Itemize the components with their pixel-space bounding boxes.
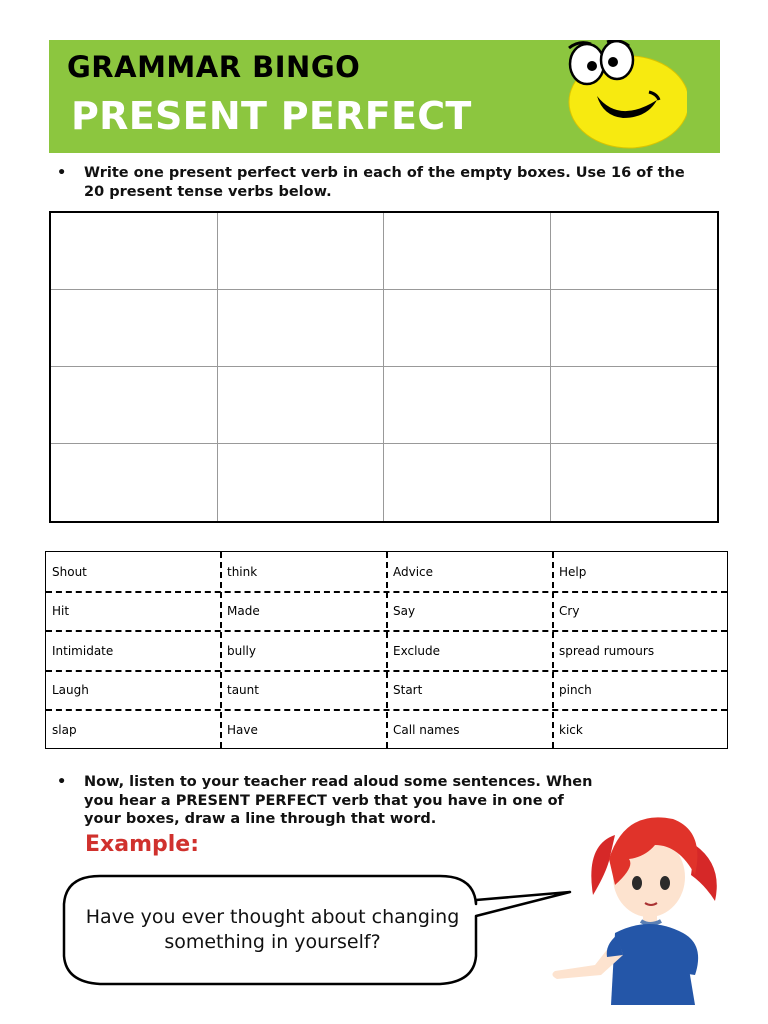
- instruction-text: Now, listen to your teacher read aloud some sentences. When you hear a PRESENT PERFECT verb that you have in one of your boxes, draw a line through that word.: [84, 774, 593, 827]
- word-cell: Hit: [52, 604, 70, 619]
- bingo-box[interactable]: [551, 213, 718, 290]
- bullet: •: [57, 774, 67, 790]
- word-cell: Laugh: [52, 683, 89, 698]
- bingo-box[interactable]: [51, 367, 218, 444]
- word-cell: Say: [393, 604, 416, 619]
- dashed-divider: [386, 552, 388, 748]
- word-cell: Start: [393, 683, 423, 698]
- verb-word-table: [45, 551, 728, 749]
- smiley-face-icon: [557, 40, 687, 153]
- bingo-box[interactable]: [51, 444, 218, 521]
- bingo-box[interactable]: [551, 367, 718, 444]
- bingo-box[interactable]: [384, 213, 551, 290]
- example-sentence: Have you ever thought about changing something in yourself?: [85, 906, 460, 953]
- header-banner: [49, 40, 720, 153]
- bingo-box[interactable]: [384, 290, 551, 367]
- bingo-box[interactable]: [51, 213, 218, 290]
- bingo-box[interactable]: [218, 290, 385, 367]
- word-cell: kick: [559, 722, 583, 737]
- bingo-box[interactable]: [551, 444, 718, 521]
- word-cell: Call names: [393, 722, 460, 737]
- word-cell: bully: [227, 643, 256, 658]
- bingo-box[interactable]: [384, 367, 551, 444]
- word-cell: Help: [559, 564, 587, 579]
- word-cell: slap: [52, 722, 77, 737]
- bingo-box[interactable]: [51, 290, 218, 367]
- bullet: •: [57, 165, 67, 181]
- bingo-box[interactable]: [218, 213, 385, 290]
- word-cell: taunt: [227, 683, 259, 698]
- word-cell: spread rumours: [559, 643, 655, 658]
- bingo-box[interactable]: [218, 444, 385, 521]
- bingo-grid: [49, 211, 719, 523]
- cartoon-girl-red-hair-icon: [545, 805, 725, 1005]
- example-heading: Example:: [85, 832, 199, 857]
- word-cell: Intimidate: [52, 643, 114, 658]
- bingo-box[interactable]: [218, 367, 385, 444]
- dashed-divider: [220, 552, 222, 748]
- word-cell: pinch: [559, 683, 592, 698]
- instruction-text: Write one present perfect verb in each of the empty boxes. Use 16 of the 20 present tense verbs below.: [84, 165, 685, 200]
- word-cell: think: [227, 564, 258, 579]
- bingo-box[interactable]: [384, 444, 551, 521]
- word-cell: Have: [227, 722, 258, 737]
- page-subtitle: PRESENT PERFECT: [71, 94, 472, 138]
- word-cell: Shout: [52, 564, 87, 579]
- word-cell: Exclude: [393, 643, 441, 658]
- word-cell: Made: [227, 604, 260, 619]
- dashed-divider: [552, 552, 554, 748]
- word-cell: Cry: [559, 604, 580, 619]
- word-cell: Advice: [393, 564, 434, 579]
- bingo-box[interactable]: [551, 290, 718, 367]
- page-title: GRAMMAR BINGO: [67, 50, 361, 84]
